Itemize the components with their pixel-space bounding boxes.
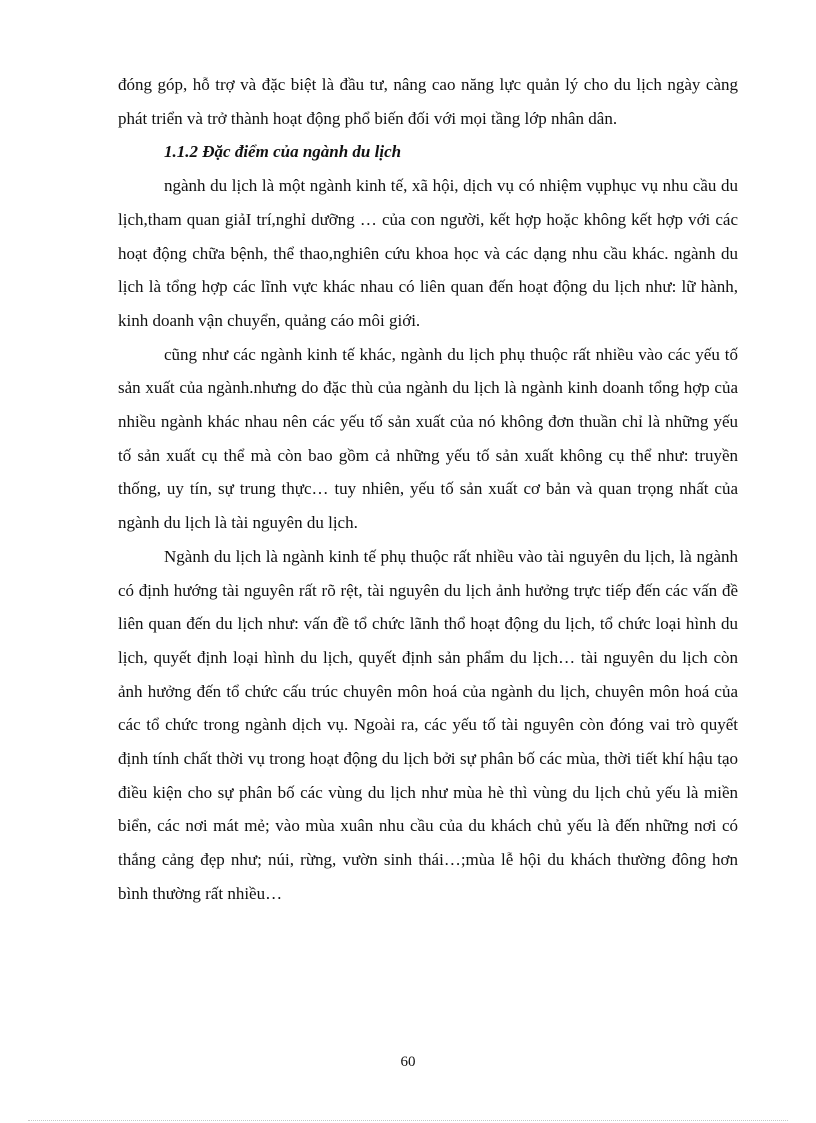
page-number: 60: [400, 1054, 416, 1070]
paragraph-production-factors: cũng như các ngành kinh tế khác, ngành du lịch phụ thuộc rất nhiều vào các yếu tố sản xuất của ngành.nhưng do đặc thù của ngành du lịch là ngành kinh doanh tổng hợp của nhiều ngành khác nhau nên các yếu tố sản xuất của nó không đơn thuần chỉ là những yếu tố sản xuất cụ thể mà còn bao gồm cả những yếu tố sản xuất không cụ thể như: truyền thống, uy tín, sự trung thực… tuy nhiên, yếu tố sản xuất cơ bản và quan trọng nhất của ngành du lịch là tài nguyên du lịch.: [118, 344, 738, 533]
paragraph-continuation: đóng góp, hỗ trợ và đặc biệt là đầu tư, nâng cao năng lực quản lý cho du lịch ngày càng phát triển và trở thành hoạt động phổ biến đối với mọi tầng lớp nhân dân.: [118, 75, 738, 128]
body-text: [118, 68, 738, 911]
footer-divider: [28, 1120, 788, 1121]
section-heading: 1.1.2 Đặc điểm của ngành du lịch: [164, 142, 402, 162]
paragraph-tourism-resources: Ngành du lịch là ngành kinh tế phụ thuộc rất nhiều vào tài nguyên du lịch, là ngành có định hướng tài nguyên rất rõ rệt, tài nguyên du lịch ảnh hưởng trực tiếp đến các vấn đề liên quan đến du lịch như: vấn đề tổ chức lãnh thổ hoạt động du lịch, tổ chức loại hình du lịch, quyết định loại hình du lịch, quyết định sản phẩm du lịch… tài nguyên du lịch còn ảnh hưởng đến tổ chức cấu trúc chuyên môn hoá của ngành du lịch, chuyên môn hoá của các tổ chức trong ngành dịch vụ. Ngoài ra, các yếu tố tài nguyên còn đóng vai trò quyết định tính chất thời vụ trong hoạt động du lịch bởi sự phân bố các mùa, thời tiết khí hậu tạo điều kiện cho sự phân bố các vùng du lịch như mùa hè thì vùng du lịch chủ yếu là miền biển, các nơi mát mẻ; vào mùa xuân nhu cầu của du khách chủ yếu là đến những nơi có thắng cảng đẹp như; núi, rừng, vườn sinh thái…;mùa lễ hội du khách thường đông hơn bình thường rất nhiều…: [118, 546, 738, 903]
paragraph-definition: ngành du lịch là một ngành kinh tế, xã hội, dịch vụ có nhiệm vụphục vụ nhu cầu du lịch,tham quan giảI trí,nghỉ dưỡng … của con người, kết hợp hoặc không kết hợp với các hoạt động chữa bệnh, thể thao,nghiên cứu khoa học và các dạng nhu cầu khác. ngành du lịch là tổng hợp các lĩnh vực khác nhau có liên quan đến hoạt động du lịch như: lữ hành, kinh doanh vận chuyển, quảng cáo môi giới.: [118, 176, 738, 330]
